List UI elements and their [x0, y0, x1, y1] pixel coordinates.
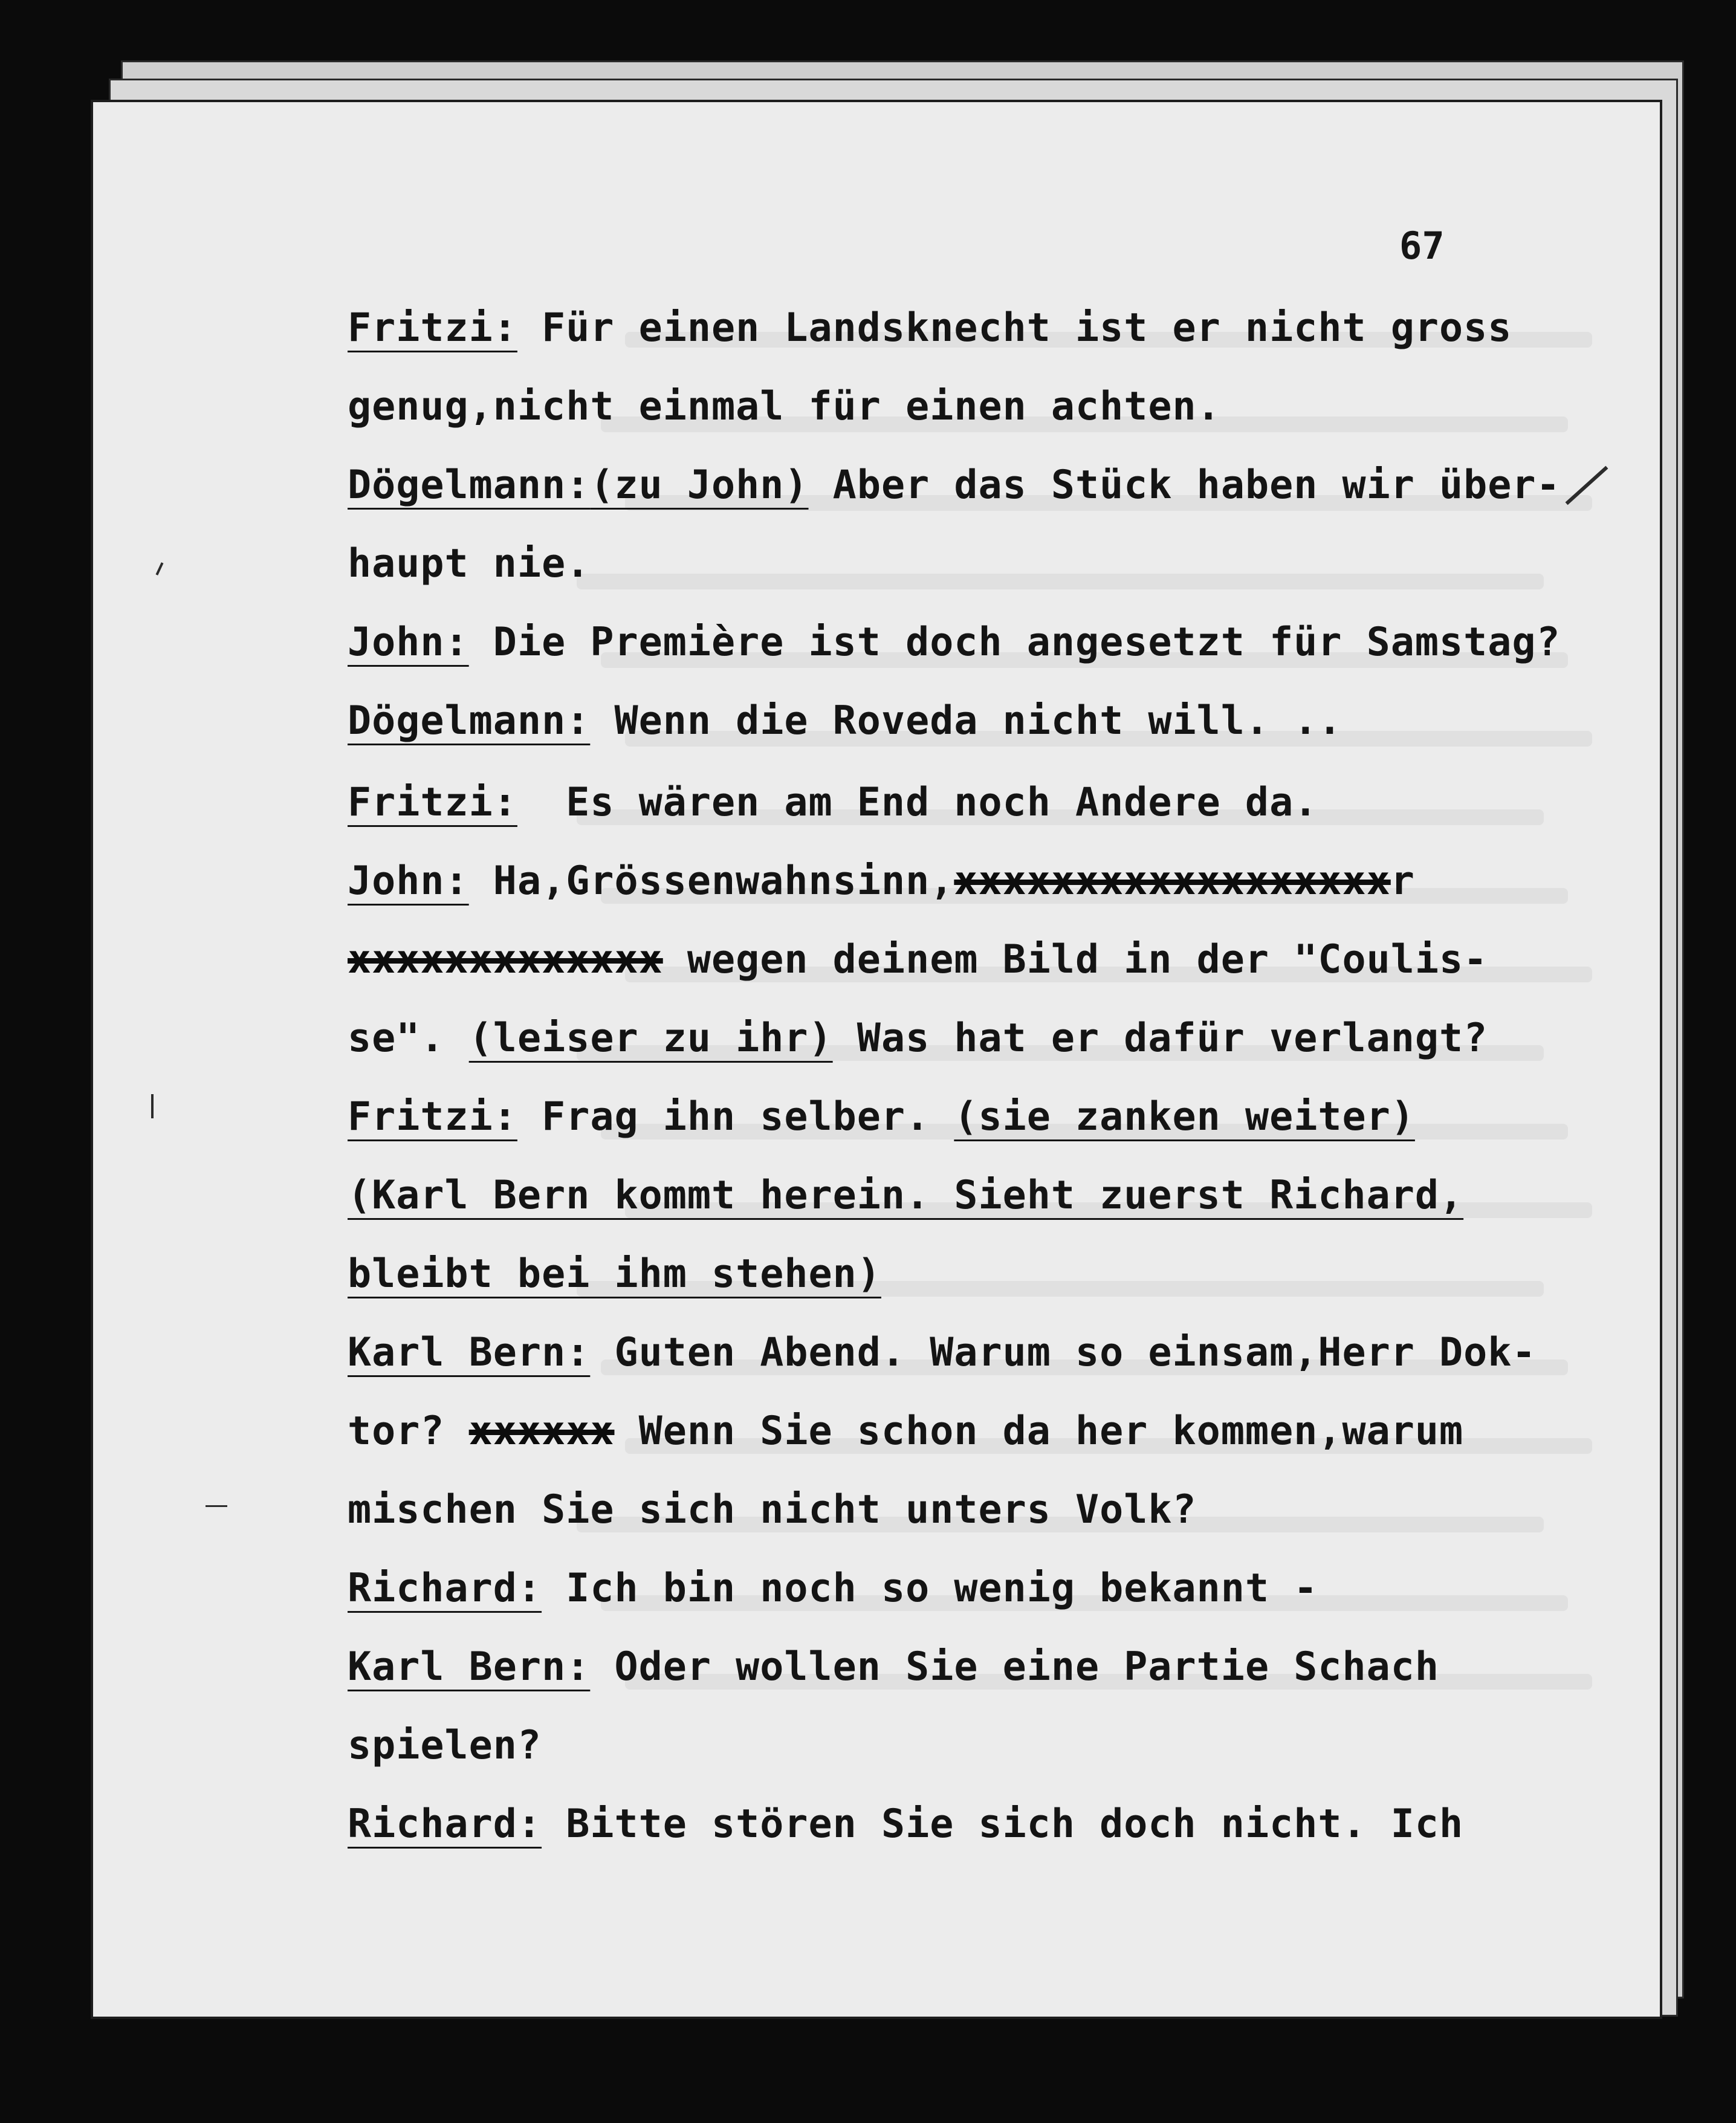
typed-line [348, 780, 1617, 825]
speaker-name: Dögelmann: [348, 462, 591, 508]
dialogue-text: Ich bin noch so wenig bekannt - [542, 1566, 1318, 1611]
dialogue-text: Was hat er dafür verlangt? [832, 1016, 1488, 1061]
dialogue-text: Es wären am End noch Andere da. [517, 780, 1318, 825]
typed-line [348, 1566, 1617, 1611]
typed-line [348, 1408, 1617, 1454]
stage-direction: bleibt bei ihm stehen) [348, 1251, 881, 1297]
dialogue-text: genug,nicht einmal für einen achten. [348, 384, 1221, 429]
typed-line [348, 462, 1617, 508]
typed-line [348, 384, 1617, 429]
dialogue-text: Ha,Grössenwahnsinn, [468, 858, 954, 904]
typed-line [348, 1016, 1617, 1061]
speaker-name: John: [348, 858, 469, 904]
speaker-name: Richard: [348, 1566, 542, 1611]
speaker-name: Fritzi: [348, 305, 517, 351]
page-number: 67 [1399, 224, 1445, 268]
dialogue-text: mischen Sie sich nicht unters Volk? [348, 1487, 1197, 1532]
typed-line [348, 305, 1617, 351]
speaker-name: Karl Bern: [348, 1644, 591, 1690]
dialogue-text: r [1390, 858, 1415, 904]
stage-direction: (Karl Bern kommt herein. Sieht zuerst Richard, [348, 1173, 1464, 1218]
typed-line [348, 937, 1617, 982]
typed-line [348, 858, 1617, 904]
stage-direction: (leiser zu ihr) [468, 1016, 833, 1061]
speaker-name: Richard: [348, 1801, 542, 1847]
dialogue-text: se". [348, 1016, 469, 1061]
dialogue-text: wegen deinem Bild in der "Coulis- [662, 937, 1488, 982]
dialogue-text: Wenn die Roveda nicht will. .. [590, 698, 1342, 744]
dialogue-text: tor? [348, 1408, 469, 1454]
speaker-name: Fritzi: [348, 780, 517, 825]
speaker-name: John: [348, 620, 469, 665]
dialogue-text: spielen? [348, 1723, 542, 1768]
typed-line [348, 541, 1617, 586]
typed-line [348, 1801, 1617, 1847]
pencil-mark [151, 1094, 154, 1118]
typed-line [348, 1251, 1617, 1297]
typed-line [348, 1644, 1617, 1690]
typed-line [348, 1173, 1617, 1218]
stage-direction: (zu John) [590, 462, 809, 508]
dialogue-text: Frag ihn selber. [517, 1094, 954, 1139]
dialogue-text: Für einen Landsknecht ist er nicht gross [517, 305, 1512, 351]
dialogue-text: Bitte stören Sie sich doch nicht. Ich [542, 1801, 1464, 1847]
dialogue-text: haupt nie. [348, 541, 591, 586]
speaker-name: Dögelmann: [348, 698, 591, 744]
dialogue-text: Aber das Stück haben wir über- [808, 462, 1561, 508]
typed-line [348, 1330, 1617, 1375]
typed-line [348, 1723, 1617, 1768]
speaker-name: Karl Bern: [348, 1330, 591, 1375]
dialogue-text: Die Première ist doch angesetzt für Samstag? [468, 620, 1561, 665]
speaker-name: Fritzi: [348, 1094, 517, 1139]
pencil-mark [206, 1505, 227, 1507]
dialogue-text: Wenn Sie schon da her kommen,warum [614, 1408, 1464, 1454]
typed-line [348, 620, 1617, 665]
struck-out-text: xxxxxxxxxxxxx [348, 937, 663, 982]
struck-out-text: xxxxxxxxxxxxxxxxxx [954, 858, 1391, 904]
dialogue-text: Guten Abend. Warum so einsam,Herr Dok- [590, 1330, 1537, 1375]
typed-line [348, 1094, 1617, 1139]
typed-line [348, 1487, 1617, 1532]
dialogue-text: Oder wollen Sie eine Partie Schach [590, 1644, 1440, 1690]
typed-line [348, 698, 1617, 744]
struck-out-text: xxxxxx [468, 1408, 615, 1454]
stage-direction: (sie zanken weiter) [954, 1094, 1415, 1139]
